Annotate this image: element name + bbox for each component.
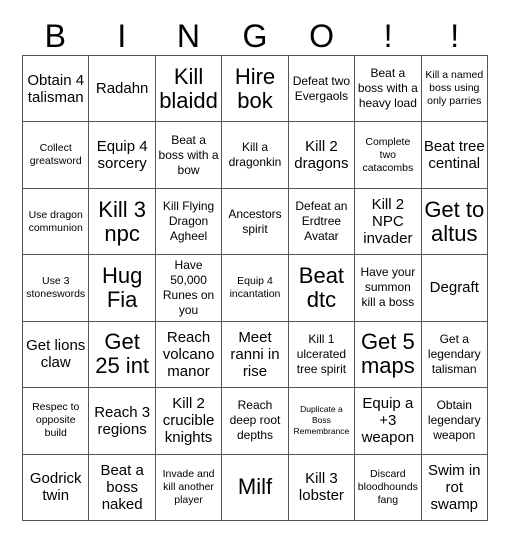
bingo-cell-text: Kill 3 npc [98,196,146,246]
bingo-cell-text: Hug Fia [101,262,143,312]
bingo-cell[interactable] [355,255,421,321]
bingo-cell-text: Kill 2 crucible knights [162,395,215,447]
bingo-cell[interactable] [23,255,89,321]
bingo-cell-text: Godrick twin [29,470,82,505]
bingo-cell-text: Reach 3 regions [94,403,151,438]
bingo-cell-text: Beat a boss with a heavy load [357,66,418,111]
bingo-cell[interactable] [89,56,155,122]
bingo-cell[interactable] [289,455,355,521]
bingo-cell[interactable] [422,255,488,321]
title-letter: ! [450,18,460,54]
bingo-cell-text: Hire bok [234,63,276,113]
bingo-cell-text: Get to altus [424,196,485,246]
bingo-cell[interactable] [23,388,89,454]
title-letter: I [117,18,127,54]
bingo-cell[interactable] [222,388,288,454]
bingo-cell-text: Reach volcano manor [162,328,215,380]
bingo-cell[interactable] [355,189,421,255]
title-letter: N [176,18,200,54]
bingo-cell[interactable] [355,122,421,188]
bingo-title [22,18,488,54]
bingo-cell-text: Degraft [429,279,479,297]
bingo-cell[interactable] [156,255,222,321]
bingo-cell-text: Kill a dragonkin [228,140,282,170]
bingo-cell-text: Meet ranni in rise [230,328,280,380]
title-letter: B [44,18,66,54]
bingo-cell-text: Beat dtc [298,262,345,312]
bingo-cell-text: Have 50,000 Runes on you [162,257,215,317]
bingo-cell[interactable] [222,189,288,255]
bingo-board [22,55,488,521]
bingo-cell-text: Duplicate a Boss Remembrance [293,404,350,437]
bingo-cell-text: Discard bloodhounds fang [357,467,418,506]
bingo-cell-text: Defeat two Evergaols [292,73,351,103]
bingo-cell-text: Kill a named boss using only parries [425,69,484,108]
bingo-cell[interactable] [222,455,288,521]
bingo-cell[interactable] [89,455,155,521]
bingo-cell[interactable] [222,322,288,388]
bingo-cell[interactable] [222,255,288,321]
bingo-cell[interactable] [355,322,421,388]
bingo-cell[interactable] [89,388,155,454]
bingo-cell[interactable] [355,455,421,521]
bingo-cell-text: Kill 1 ulcerated tree spirit [296,331,347,376]
bingo-cell[interactable] [156,56,222,122]
bingo-cell-text: Kill 2 dragons [294,138,349,173]
bingo-cell-text: Equip 4 incantation [229,274,281,300]
bingo-cell-text: Respec to opposite build [32,401,80,440]
bingo-cell[interactable] [422,56,488,122]
bingo-cell[interactable] [289,322,355,388]
bingo-cell[interactable] [289,255,355,321]
bingo-cell-text: Get 5 maps [360,329,415,379]
bingo-cell-text: Obtain legendary weapon [427,398,481,443]
bingo-cell[interactable] [222,122,288,188]
bingo-cell[interactable] [156,322,222,388]
bingo-cell-text: Get lions claw [26,337,86,372]
bingo-cell[interactable] [289,189,355,255]
bingo-cell-text: Beat a boss with a bow [158,132,219,177]
bingo-cell[interactable] [156,388,222,454]
bingo-cell[interactable] [23,56,89,122]
bingo-cell[interactable] [289,122,355,188]
bingo-cell[interactable] [23,322,89,388]
bingo-cell[interactable] [89,322,155,388]
bingo-cell-text: Collect greatsword [29,142,82,168]
title-letter: O [309,18,334,54]
bingo-cell-text: Kill 3 lobster [298,470,344,505]
bingo-cell-text: Get 25 int [95,329,150,379]
bingo-cell[interactable] [156,189,222,255]
bingo-cell[interactable] [355,56,421,122]
bingo-cell-text: Get a legendary talisman [427,331,481,376]
bingo-cell[interactable] [422,388,488,454]
bingo-cell-text: Reach deep root depths [229,398,281,443]
bingo-cell[interactable] [89,122,155,188]
bingo-cell[interactable] [422,322,488,388]
bingo-cell-text: Equip a +3 weapon [361,395,415,447]
bingo-cell-text: Use dragon communion [28,208,83,234]
bingo-cell[interactable] [23,189,89,255]
bingo-cell-text: Swim in rot swamp [428,461,481,513]
bingo-cell[interactable] [422,122,488,188]
title-letter: G [242,18,268,54]
title-letter: ! [383,18,393,54]
bingo-cell-text: Kill blaidd [159,63,218,113]
bingo-cell-text: Kill Flying Dragon Agheel [162,199,215,244]
bingo-cell-text: Milf [237,474,273,500]
bingo-cell[interactable] [422,189,488,255]
bingo-cell[interactable] [23,122,89,188]
bingo-cell[interactable] [422,455,488,521]
bingo-cell-text: Equip 4 sorcery [96,138,148,173]
bingo-cell[interactable] [23,455,89,521]
bingo-cell-text: Complete two catacombs [362,135,414,174]
bingo-cell-text: Invade and kill another player [162,467,215,506]
bingo-cell-text: Beat a boss naked [100,461,144,513]
bingo-cell[interactable] [289,388,355,454]
bingo-cell-text: Use 3 stoneswords [26,274,86,300]
bingo-cell[interactable] [89,189,155,255]
bingo-cell[interactable] [222,56,288,122]
bingo-cell-text: Defeat an Erdtree Avatar [295,199,348,244]
bingo-cell[interactable] [156,122,222,188]
bingo-cell[interactable] [156,455,222,521]
bingo-cell-text: Have your summon kill a boss [360,265,416,310]
bingo-cell-text: Kill 2 NPC invader [363,196,413,248]
bingo-cell[interactable] [355,388,421,454]
bingo-cell-text: Obtain 4 talisman [27,71,85,106]
bingo-cell[interactable] [289,56,355,122]
bingo-cell[interactable] [89,255,155,321]
bingo-cell-text: Radahn [95,80,149,98]
bingo-cell-text: Ancestors spirit [228,206,282,236]
bingo-cell-text: Beat tree centinal [423,138,485,173]
